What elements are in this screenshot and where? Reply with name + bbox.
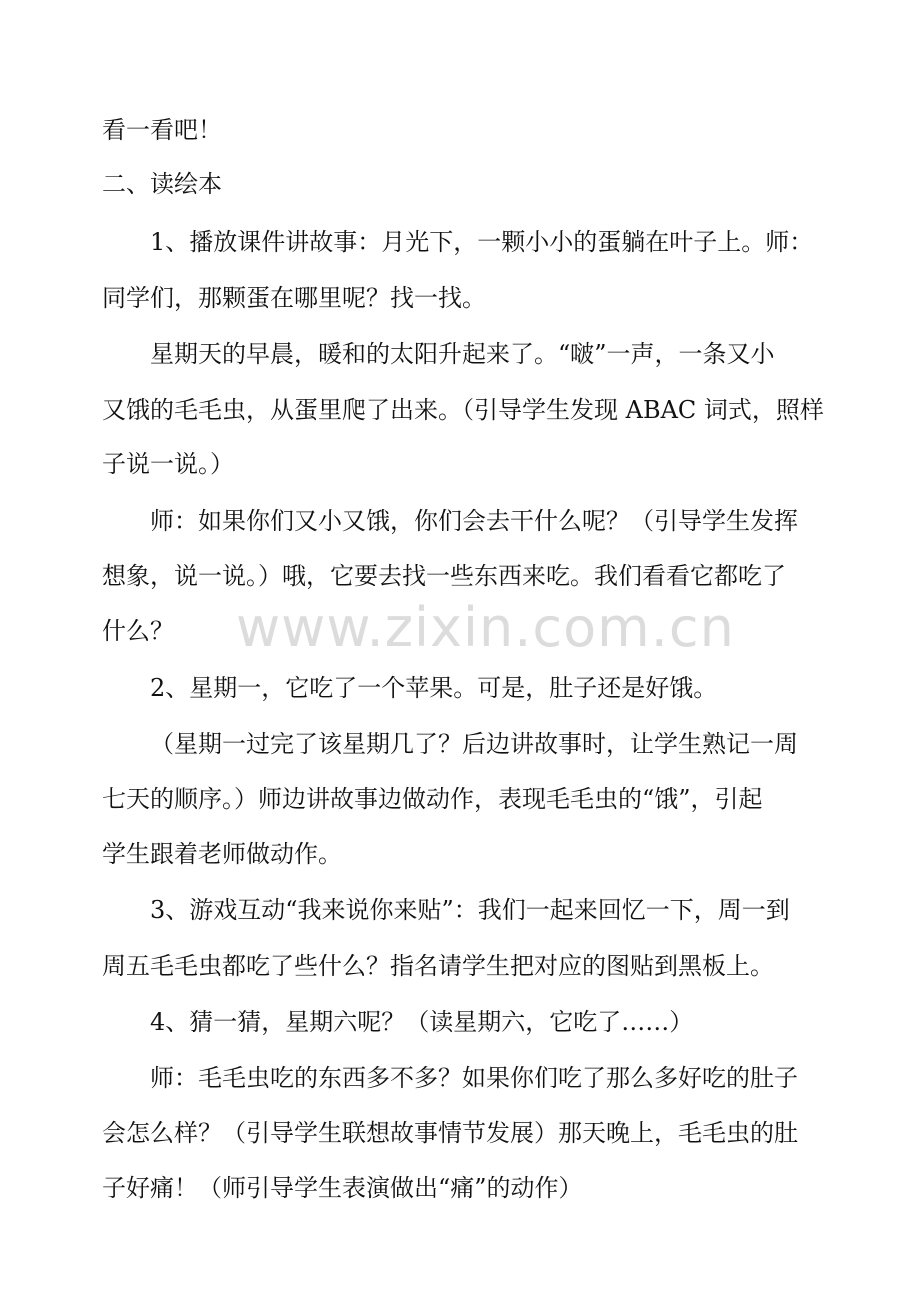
text-line: 周五毛毛虫都吃了些什么？指名请学生把对应的图贴到黑板上。	[102, 952, 774, 980]
text-line: 又饿的毛毛虫，从蛋里爬了出来。（引导学生发现 ABAC 词式，照样	[102, 396, 824, 424]
text-line: 4、猜一猜，星期六呢？（读星期六，它吃了……）	[150, 1008, 694, 1036]
text-line: 2、星期一，它吃了一个苹果。可是，肚子还是好饿。	[150, 674, 718, 702]
text-line: 看一看吧！	[102, 116, 222, 144]
text-line: 会怎么样？（引导学生联想故事情节发展）那天晚上，毛毛虫的肚	[102, 1119, 798, 1147]
text-line: 师：如果你们又小又饿，你们会去干什么呢？（引导学生发挥	[150, 507, 798, 535]
text-line: 星期天的早晨，暖和的太阳升起来了。“啵”一声，一条又小	[150, 340, 775, 368]
text-line: 想象，说一说。）哦，它要去找一些东西来吃。我们看看它都吃了	[102, 562, 786, 590]
text-line: 学生跟着老师做动作。	[102, 840, 342, 868]
watermark: www.zixin.com.cn	[236, 596, 735, 659]
text-line: 3、游戏互动“我来说你来贴”：我们一起来回忆一下，周一到	[150, 896, 790, 924]
section-heading: 二、读绘本	[102, 170, 222, 198]
text-line: 同学们，那颗蛋在哪里呢？找一找。	[102, 284, 486, 312]
text-line: 什么？	[102, 617, 174, 645]
text-line: 1、播放课件讲故事：月光下，一颗小小的蛋躺在叶子上。师：	[150, 228, 814, 256]
text-line: 七天的顺序。）师边讲故事边做动作，表现毛毛虫的“饿”，引起	[102, 785, 763, 813]
text-line: （星期一过完了该星期几了？后边讲故事时，让学生熟记一周	[150, 730, 798, 758]
text-line: 子说一说。）	[102, 450, 234, 478]
text-line: 子好痛！（师引导学生表演做出“痛”的动作）	[102, 1174, 583, 1202]
text-line: 师：毛毛虫吃的东西多不多？如果你们吃了那么多好吃的肚子	[150, 1064, 798, 1092]
